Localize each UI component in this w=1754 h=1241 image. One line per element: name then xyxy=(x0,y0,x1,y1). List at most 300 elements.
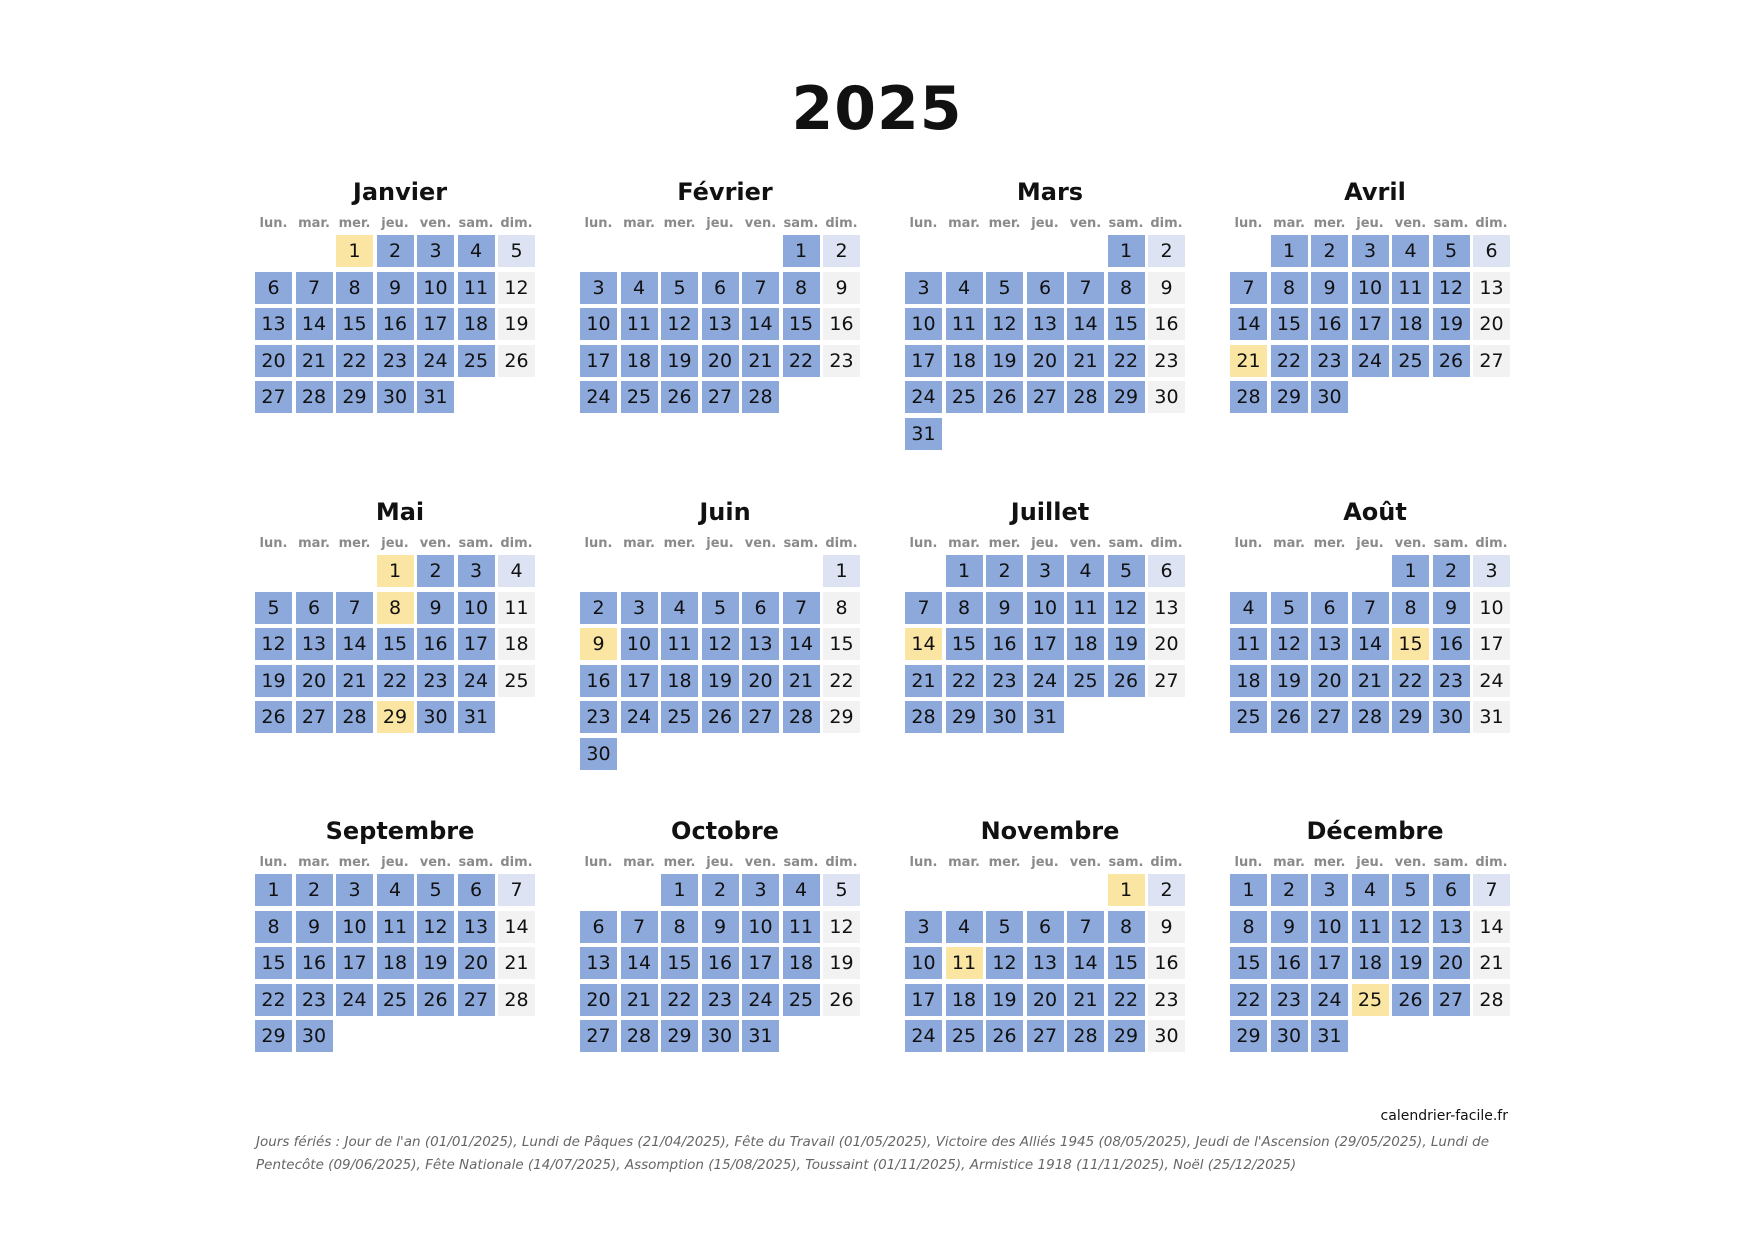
day-cell: 17 xyxy=(1352,308,1389,340)
day-cell: 5 xyxy=(661,272,698,304)
day-cell: 9 xyxy=(1148,272,1185,304)
day-cell: 24 xyxy=(742,984,779,1016)
day-cell: 14 xyxy=(1230,308,1267,340)
month-10 xyxy=(905,817,1195,1097)
day-cell: 24 xyxy=(1473,665,1510,697)
weekday-label: ven. xyxy=(419,536,452,551)
day-cell: 2 xyxy=(296,874,333,906)
day-cell: 2 xyxy=(417,555,454,587)
day-cell: 13 xyxy=(255,308,292,340)
day-cell: 12 xyxy=(702,628,739,660)
month-8 xyxy=(255,817,545,1097)
day-cell: 17 xyxy=(458,628,495,660)
day-cell: 3 xyxy=(742,874,779,906)
day-cell: 5 xyxy=(1271,592,1308,624)
day-cell: 20 xyxy=(255,345,292,377)
weekday-label: dim. xyxy=(1150,216,1183,231)
weekday-label: lun. xyxy=(1234,216,1263,231)
day-cell: 9 xyxy=(1311,272,1348,304)
day-cell: 18 xyxy=(458,308,495,340)
day-cell: 23 xyxy=(296,984,333,1016)
day-cell: 27 xyxy=(1433,984,1470,1016)
day-cell: 27 xyxy=(296,701,333,733)
day-cell: 9 xyxy=(1433,592,1470,624)
day-cell: 2 xyxy=(1148,235,1185,267)
weekday-label: jeu. xyxy=(1031,216,1059,231)
day-cell: 6 xyxy=(1433,874,1470,906)
day-cell: 19 xyxy=(986,345,1023,377)
day-cell: 26 xyxy=(823,984,860,1016)
day-cell: 7 xyxy=(1473,874,1510,906)
day-cell: 20 xyxy=(702,345,739,377)
day-cell: 30 xyxy=(986,701,1023,733)
weekday-label: mer. xyxy=(338,536,371,551)
day-cell: 28 xyxy=(1067,1020,1104,1052)
day-cell: 7 xyxy=(905,592,942,624)
day-cell: 5 xyxy=(1392,874,1429,906)
day-cell: 24 xyxy=(1352,345,1389,377)
day-cell: 10 xyxy=(1311,911,1348,943)
month-4 xyxy=(255,498,545,778)
weekday-label: sam. xyxy=(1108,855,1144,870)
day-cell: 16 xyxy=(702,947,739,979)
day-cell: 16 xyxy=(1271,947,1308,979)
day-cell: 11 xyxy=(1352,911,1389,943)
day-cell: 23 xyxy=(1271,984,1308,1016)
day-cell: 15 xyxy=(1108,947,1145,979)
day-cell: 10 xyxy=(336,911,373,943)
day-cell: 9 xyxy=(377,272,414,304)
weekday-label: ven. xyxy=(744,536,777,551)
day-cell: 15 xyxy=(783,308,820,340)
weekday-label: ven. xyxy=(744,855,777,870)
day-cell: 21 xyxy=(1067,345,1104,377)
day-cell: 15 xyxy=(823,628,860,660)
weekday-label: mar. xyxy=(948,855,980,870)
site-credit: calendrier-facile.fr xyxy=(1380,1108,1508,1124)
day-cell: 6 xyxy=(1473,235,1510,267)
day-cell: 22 xyxy=(1108,345,1145,377)
day-cell: 25 xyxy=(498,665,535,697)
day-cell: 12 xyxy=(498,272,535,304)
day-cell: 24 xyxy=(417,345,454,377)
day-cell: 12 xyxy=(1392,911,1429,943)
day-cell: 22 xyxy=(1108,984,1145,1016)
weekday-label: lun. xyxy=(1234,536,1263,551)
day-cell: 18 xyxy=(661,665,698,697)
day-cell: 9 xyxy=(702,911,739,943)
month-11 xyxy=(1230,817,1520,1097)
day-cell: 2 xyxy=(1148,874,1185,906)
day-cell: 18 xyxy=(1230,665,1267,697)
weekday-label: dim. xyxy=(825,216,858,231)
day-cell: 29 xyxy=(946,701,983,733)
day-cell: 11 xyxy=(1230,628,1267,660)
weekday-label: jeu. xyxy=(381,855,409,870)
day-cell: 11 xyxy=(458,272,495,304)
day-cell: 21 xyxy=(498,947,535,979)
day-cell: 16 xyxy=(296,947,333,979)
day-cell: 2 xyxy=(1433,555,1470,587)
day-cell: 15 xyxy=(1271,308,1308,340)
day-cell: 31 xyxy=(1027,701,1064,733)
day-cell: 17 xyxy=(1473,628,1510,660)
month-7 xyxy=(1230,498,1520,778)
month-6 xyxy=(905,498,1195,778)
day-cell: 16 xyxy=(1148,947,1185,979)
day-cell: 17 xyxy=(336,947,373,979)
day-cell: 17 xyxy=(1311,947,1348,979)
day-cell: 30 xyxy=(1433,701,1470,733)
weekday-label: mar. xyxy=(1273,536,1305,551)
day-cell: 11 xyxy=(946,947,983,979)
month-name: Août xyxy=(1343,498,1407,526)
day-cell: 23 xyxy=(580,701,617,733)
day-cell: 28 xyxy=(336,701,373,733)
day-cell: 4 xyxy=(498,555,535,587)
weekday-label: dim. xyxy=(1475,855,1508,870)
month-name: Juillet xyxy=(1010,498,1090,526)
day-cell: 25 xyxy=(458,345,495,377)
day-cell: 10 xyxy=(458,592,495,624)
weekday-label: lun. xyxy=(259,216,288,231)
weekday-label: ven. xyxy=(1394,855,1427,870)
day-cell: 6 xyxy=(702,272,739,304)
day-cell: 12 xyxy=(661,308,698,340)
day-cell: 24 xyxy=(580,381,617,413)
day-cell: 17 xyxy=(580,345,617,377)
weekday-label: dim. xyxy=(500,216,533,231)
day-cell: 8 xyxy=(1108,272,1145,304)
day-cell: 29 xyxy=(377,701,414,733)
day-cell: 19 xyxy=(1433,308,1470,340)
weekday-label: jeu. xyxy=(1356,216,1384,231)
day-cell: 13 xyxy=(458,911,495,943)
weekday-label: mer. xyxy=(988,855,1021,870)
day-cell: 15 xyxy=(336,308,373,340)
weekday-label: sam. xyxy=(458,855,494,870)
day-cell: 21 xyxy=(1352,665,1389,697)
day-cell: 9 xyxy=(296,911,333,943)
day-cell: 22 xyxy=(823,665,860,697)
weekday-label: lun. xyxy=(259,536,288,551)
weekday-label: sam. xyxy=(458,216,494,231)
day-cell: 15 xyxy=(1392,628,1429,660)
weekday-label: lun. xyxy=(584,855,613,870)
day-cell: 14 xyxy=(1067,947,1104,979)
day-cell: 17 xyxy=(1027,628,1064,660)
day-cell: 18 xyxy=(498,628,535,660)
weekday-label: mer. xyxy=(338,216,371,231)
day-cell: 30 xyxy=(377,381,414,413)
day-cell: 7 xyxy=(1352,592,1389,624)
day-cell: 30 xyxy=(1148,381,1185,413)
day-cell: 30 xyxy=(580,738,617,770)
day-cell: 7 xyxy=(336,592,373,624)
day-cell: 26 xyxy=(498,345,535,377)
day-cell: 20 xyxy=(1311,665,1348,697)
day-cell: 24 xyxy=(1027,665,1064,697)
day-cell: 30 xyxy=(1271,1020,1308,1052)
day-cell: 28 xyxy=(498,984,535,1016)
day-cell: 31 xyxy=(742,1020,779,1052)
weekday-label: dim. xyxy=(500,855,533,870)
day-cell: 1 xyxy=(255,874,292,906)
day-cell: 5 xyxy=(702,592,739,624)
day-cell: 17 xyxy=(621,665,658,697)
day-cell: 11 xyxy=(783,911,820,943)
weekday-label: lun. xyxy=(584,536,613,551)
weekday-label: jeu. xyxy=(706,216,734,231)
day-cell: 5 xyxy=(1108,555,1145,587)
day-cell: 3 xyxy=(1027,555,1064,587)
day-cell: 19 xyxy=(661,345,698,377)
day-cell: 8 xyxy=(1230,911,1267,943)
day-cell: 27 xyxy=(1027,381,1064,413)
day-cell: 10 xyxy=(621,628,658,660)
day-cell: 23 xyxy=(1148,345,1185,377)
day-cell: 20 xyxy=(1148,628,1185,660)
day-cell: 28 xyxy=(621,1020,658,1052)
day-cell: 12 xyxy=(823,911,860,943)
month-name: Avril xyxy=(1344,178,1406,206)
day-cell: 4 xyxy=(661,592,698,624)
day-cell: 3 xyxy=(905,911,942,943)
day-cell: 8 xyxy=(1271,272,1308,304)
day-cell: 4 xyxy=(1352,874,1389,906)
day-cell: 14 xyxy=(783,628,820,660)
day-cell: 25 xyxy=(946,381,983,413)
weekday-label: ven. xyxy=(1069,536,1102,551)
month-9 xyxy=(580,817,870,1097)
day-cell: 24 xyxy=(336,984,373,1016)
day-cell: 14 xyxy=(905,628,942,660)
day-cell: 19 xyxy=(417,947,454,979)
weekday-label: mar. xyxy=(623,855,655,870)
year-title: 2025 xyxy=(791,74,963,144)
day-cell: 27 xyxy=(255,381,292,413)
day-cell: 11 xyxy=(621,308,658,340)
day-cell: 17 xyxy=(905,984,942,1016)
day-cell: 24 xyxy=(905,1020,942,1052)
day-cell: 2 xyxy=(702,874,739,906)
day-cell: 9 xyxy=(1271,911,1308,943)
day-cell: 19 xyxy=(255,665,292,697)
day-cell: 21 xyxy=(1473,947,1510,979)
day-cell: 10 xyxy=(417,272,454,304)
day-cell: 2 xyxy=(377,235,414,267)
day-cell: 27 xyxy=(458,984,495,1016)
day-cell: 17 xyxy=(905,345,942,377)
day-cell: 21 xyxy=(1230,345,1267,377)
weekday-label: jeu. xyxy=(706,536,734,551)
month-2 xyxy=(905,178,1195,458)
day-cell: 9 xyxy=(986,592,1023,624)
day-cell: 10 xyxy=(1027,592,1064,624)
day-cell: 21 xyxy=(296,345,333,377)
day-cell: 3 xyxy=(621,592,658,624)
day-cell: 9 xyxy=(417,592,454,624)
weekday-label: ven. xyxy=(1069,855,1102,870)
day-cell: 12 xyxy=(986,947,1023,979)
day-cell: 22 xyxy=(946,665,983,697)
day-cell: 30 xyxy=(1148,1020,1185,1052)
day-cell: 17 xyxy=(417,308,454,340)
day-cell: 22 xyxy=(1271,345,1308,377)
weekday-label: dim. xyxy=(1475,216,1508,231)
day-cell: 1 xyxy=(1392,555,1429,587)
day-cell: 24 xyxy=(905,381,942,413)
day-cell: 22 xyxy=(255,984,292,1016)
weekday-label: jeu. xyxy=(706,855,734,870)
month-3 xyxy=(1230,178,1520,458)
day-cell: 26 xyxy=(702,701,739,733)
day-cell: 28 xyxy=(1473,984,1510,1016)
weekday-label: jeu. xyxy=(1356,855,1384,870)
day-cell: 22 xyxy=(783,345,820,377)
day-cell: 29 xyxy=(1108,381,1145,413)
day-cell: 29 xyxy=(1108,1020,1145,1052)
day-cell: 31 xyxy=(417,381,454,413)
day-cell: 30 xyxy=(1311,381,1348,413)
day-cell: 21 xyxy=(336,665,373,697)
month-0 xyxy=(255,178,545,458)
day-cell: 10 xyxy=(905,308,942,340)
day-cell: 27 xyxy=(702,381,739,413)
day-cell: 29 xyxy=(336,381,373,413)
day-cell: 8 xyxy=(946,592,983,624)
day-cell: 16 xyxy=(986,628,1023,660)
weekday-label: mer. xyxy=(663,216,696,231)
day-cell: 3 xyxy=(1311,874,1348,906)
weekday-label: mer. xyxy=(338,855,371,870)
month-name: Octobre xyxy=(671,817,779,845)
day-cell: 20 xyxy=(1433,947,1470,979)
day-cell: 12 xyxy=(986,308,1023,340)
weekday-label: jeu. xyxy=(1356,536,1384,551)
day-cell: 13 xyxy=(702,308,739,340)
weekday-label: sam. xyxy=(783,536,819,551)
day-cell: 22 xyxy=(336,345,373,377)
day-cell: 5 xyxy=(498,235,535,267)
day-cell: 3 xyxy=(1352,235,1389,267)
weekday-label: lun. xyxy=(909,216,938,231)
weekday-label: mer. xyxy=(1313,536,1346,551)
day-cell: 27 xyxy=(1148,665,1185,697)
day-cell: 4 xyxy=(458,235,495,267)
day-cell: 13 xyxy=(1027,947,1064,979)
day-cell: 25 xyxy=(1230,701,1267,733)
day-cell: 16 xyxy=(1311,308,1348,340)
day-cell: 4 xyxy=(783,874,820,906)
weekday-label: ven. xyxy=(419,855,452,870)
month-name: Mars xyxy=(1016,178,1084,206)
weekday-label: sam. xyxy=(1108,536,1144,551)
day-cell: 15 xyxy=(1108,308,1145,340)
day-cell: 3 xyxy=(417,235,454,267)
weekday-label: mar. xyxy=(623,216,655,231)
day-cell: 18 xyxy=(1067,628,1104,660)
day-cell: 11 xyxy=(1067,592,1104,624)
day-cell: 21 xyxy=(1067,984,1104,1016)
day-cell: 12 xyxy=(1271,628,1308,660)
day-cell: 4 xyxy=(377,874,414,906)
month-1 xyxy=(580,178,870,458)
day-cell: 11 xyxy=(377,911,414,943)
weekday-label: mar. xyxy=(948,216,980,231)
day-cell: 13 xyxy=(1433,911,1470,943)
day-cell: 2 xyxy=(823,235,860,267)
day-cell: 14 xyxy=(296,308,333,340)
day-cell: 8 xyxy=(255,911,292,943)
day-cell: 25 xyxy=(1067,665,1104,697)
day-cell: 15 xyxy=(255,947,292,979)
weekday-label: mar. xyxy=(298,855,330,870)
day-cell: 31 xyxy=(1311,1020,1348,1052)
day-cell: 21 xyxy=(783,665,820,697)
day-cell: 29 xyxy=(255,1020,292,1052)
weekday-label: lun. xyxy=(909,855,938,870)
day-cell: 15 xyxy=(1230,947,1267,979)
day-cell: 9 xyxy=(823,272,860,304)
day-cell: 2 xyxy=(986,555,1023,587)
day-cell: 16 xyxy=(377,308,414,340)
day-cell: 29 xyxy=(1271,381,1308,413)
day-cell: 24 xyxy=(458,665,495,697)
day-cell: 1 xyxy=(946,555,983,587)
month-name: Décembre xyxy=(1306,817,1444,845)
weekday-label: lun. xyxy=(1234,855,1263,870)
weekday-label: sam. xyxy=(1433,216,1469,231)
day-cell: 20 xyxy=(742,665,779,697)
day-cell: 23 xyxy=(1311,345,1348,377)
day-cell: 6 xyxy=(1027,911,1064,943)
weekday-label: ven. xyxy=(744,216,777,231)
weekday-label: mar. xyxy=(1273,216,1305,231)
day-cell: 6 xyxy=(255,272,292,304)
day-cell: 26 xyxy=(661,381,698,413)
day-cell: 24 xyxy=(621,701,658,733)
day-cell: 7 xyxy=(1067,911,1104,943)
day-cell: 10 xyxy=(580,308,617,340)
weekday-label: sam. xyxy=(783,855,819,870)
day-cell: 10 xyxy=(905,947,942,979)
day-cell: 20 xyxy=(1473,308,1510,340)
day-cell: 15 xyxy=(946,628,983,660)
weekday-label: sam. xyxy=(1433,855,1469,870)
day-cell: 18 xyxy=(946,984,983,1016)
day-cell: 13 xyxy=(1311,628,1348,660)
day-cell: 12 xyxy=(1433,272,1470,304)
weekday-label: mer. xyxy=(988,536,1021,551)
day-cell: 14 xyxy=(742,308,779,340)
day-cell: 9 xyxy=(1148,911,1185,943)
day-cell: 5 xyxy=(986,911,1023,943)
day-cell: 22 xyxy=(377,665,414,697)
day-cell: 8 xyxy=(377,592,414,624)
day-cell: 17 xyxy=(742,947,779,979)
day-cell: 29 xyxy=(1230,1020,1267,1052)
weekday-label: dim. xyxy=(500,536,533,551)
day-cell: 26 xyxy=(1271,701,1308,733)
day-cell: 30 xyxy=(417,701,454,733)
day-cell: 8 xyxy=(661,911,698,943)
day-cell: 27 xyxy=(580,1020,617,1052)
day-cell: 6 xyxy=(458,874,495,906)
day-cell: 6 xyxy=(742,592,779,624)
day-cell: 19 xyxy=(823,947,860,979)
day-cell: 21 xyxy=(621,984,658,1016)
